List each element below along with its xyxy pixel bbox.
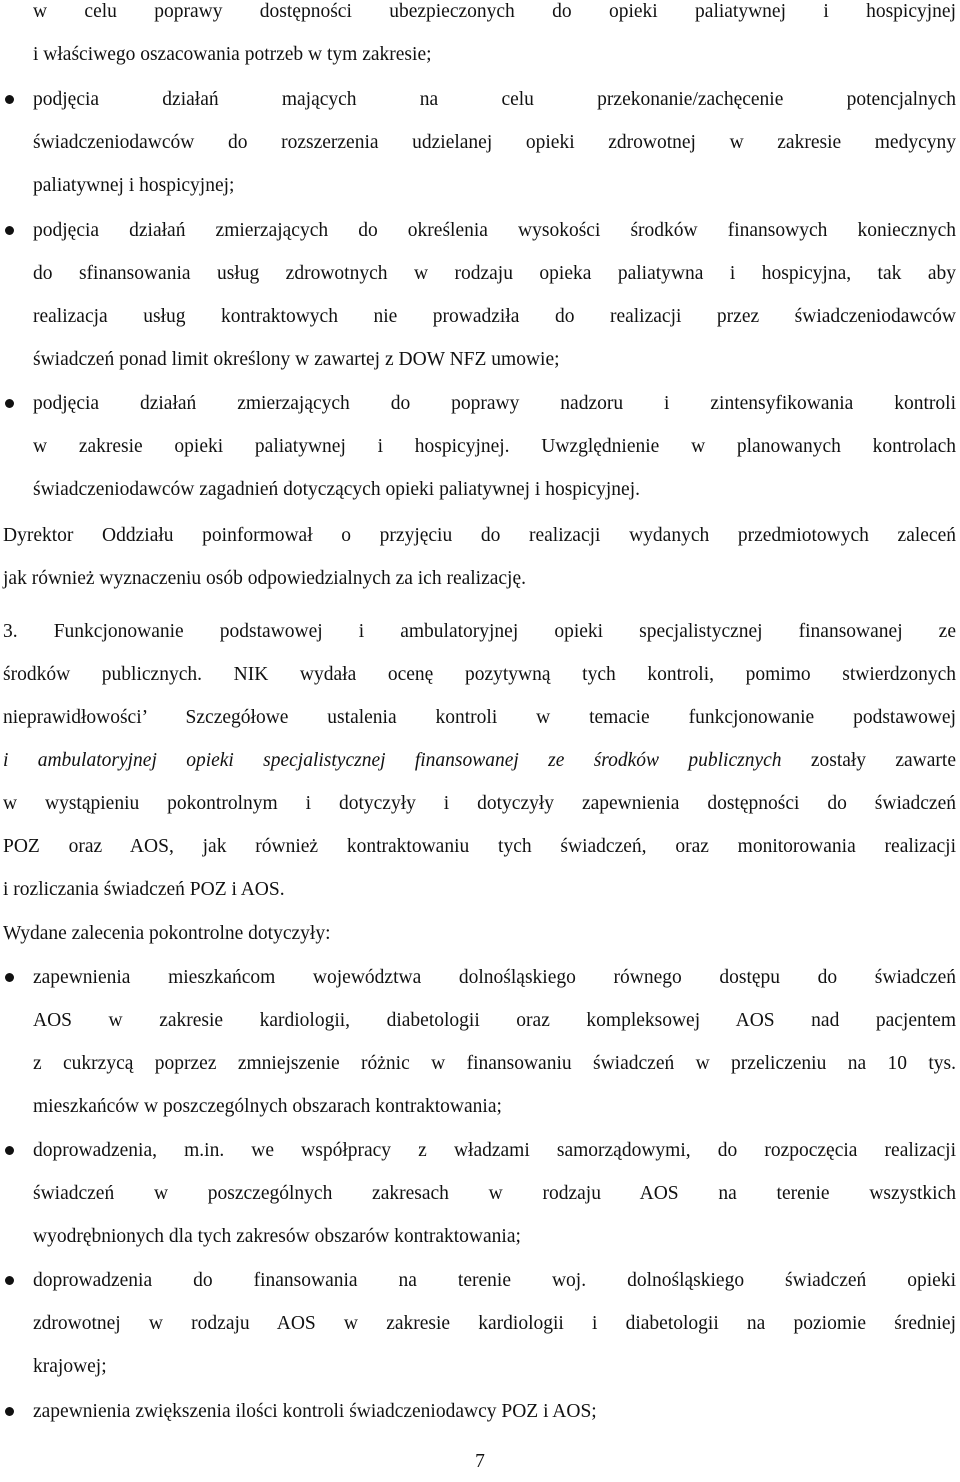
text-line: podjęcia działań zmierzających do poprawy nadzoru i zintensyfikowania kontroli	[33, 393, 956, 414]
bullet-icon	[5, 973, 14, 982]
text-line: w wystąpieniu pokontrolnym i dotyczyły i dotyczyły zapewnienia dostępności do świadczeń	[3, 793, 956, 814]
text-line: jak również wyznaczeniu osób odpowiedzialnych za ich realizację.	[3, 568, 527, 589]
bullet-icon	[5, 95, 14, 104]
text-line: zdrowotnej w rodzaju AOS w zakresie kardiologii i diabetologii na poziomie średniej	[33, 1313, 956, 1334]
text-line: świadczeniodawców zagadnień dotyczących opieki paliatywnej i hospicyjnej.	[33, 479, 640, 500]
text-line: podjęcia działań mających na celu przekonanie/zachęcenie potencjalnych	[33, 89, 956, 110]
bullet-icon	[5, 399, 14, 408]
bullet-icon	[5, 226, 14, 235]
text-line: w celu poprawy dostępności ubezpieczonych do opieki paliatywnej i hospicyjnej	[33, 1, 956, 22]
italic-title: i ambulatoryjnej opieki specjalistycznej finansowanej ze środków publicznych	[3, 750, 782, 771]
text-line: świadczeniodawców do rozszerzenia udzielanej opieki zdrowotnej w zakresie medycyny	[33, 132, 956, 153]
text-line: 3. Funkcjonowanie podstawowej i ambulatoryjnej opieki specjalistycznej finansowanej ze	[3, 621, 956, 642]
text-line: w zakresie opieki paliatywnej i hospicyjnej. Uwzględnienie w planowanych kontrolach	[33, 436, 956, 457]
text-line: świadczeń w poszczególnych zakresach w rodzaju AOS na terenie wszystkich	[33, 1183, 956, 1204]
text-line: wyodrębnionych dla tych zakresów obszarów kontraktowania;	[33, 1226, 521, 1247]
text-line: podjęcia działań zmierzających do określenia wysokości środków finansowych koniecznych	[33, 220, 956, 241]
text-line: paliatywnej i hospicyjnej;	[33, 175, 235, 196]
text-line: Dyrektor Oddziału poinformował o przyjęciu do realizacji wydanych przedmiotowych zaleceń	[3, 525, 956, 546]
text-line: nieprawidłowości’ Szczegółowe ustalenia kontroli w temacie funkcjonowanie podstawowej	[3, 707, 956, 728]
bullet-icon	[5, 1407, 14, 1416]
text-line: krajowej;	[33, 1356, 107, 1377]
text-line: i rozliczania świadczeń POZ i AOS.	[3, 879, 285, 900]
text-line: świadczeń ponad limit określony w zawartej z DOW NFZ umowie;	[33, 349, 560, 370]
text-line: AOS w zakresie kardiologii, diabetologii oraz kompleksowej AOS nad pacjentem	[33, 1010, 956, 1031]
text-line: do sfinansowania usług zdrowotnych w rodzaju opieka paliatywna i hospicyjna, tak aby	[33, 263, 956, 284]
text-line: środków publicznych. NIK wydała ocenę pozytywną tych kontroli, pomimo stwierdzonych	[3, 664, 956, 685]
text-line: i właściwego oszacowania potrzeb w tym zakresie;	[33, 44, 432, 65]
text-line: doprowadzenia do finansowania na terenie woj. dolnośląskiego świadczeń opieki	[33, 1270, 956, 1291]
text-line: zapewnienia mieszkańcom województwa dolnośląskiego równego dostępu do świadczeń	[33, 967, 956, 988]
text-line: POZ oraz AOS, jak również kontraktowaniu tych świadczeń, oraz monitorowania realizacji	[3, 836, 956, 857]
bullet-icon	[5, 1276, 14, 1285]
page-number: 7	[475, 1451, 485, 1472]
text-line	[3, 741, 956, 781]
bullet-icon	[5, 1146, 14, 1155]
text-span: zostały zawarte	[781, 750, 956, 771]
recommendations-heading: Wydane zalecenia pokontrolne dotyczyły:	[3, 923, 331, 944]
text-line: z cukrzycą poprzez zmniejszenie różnic w finansowaniu świadczeń w przeliczeniu na 10 tys.	[33, 1053, 956, 1074]
text-line: mieszkańców w poszczególnych obszarach kontraktowania;	[33, 1096, 502, 1117]
text-line: zapewnienia zwiększenia ilości kontroli świadczeniodawcy POZ i AOS;	[33, 1401, 597, 1422]
text-line: doprowadzenia, m.in. we współpracy z władzami samorządowymi, do rozpoczęcia realizacji	[33, 1140, 956, 1161]
text-line: realizacja usług kontraktowych nie prowadziła do realizacji przez świadczeniodawców	[33, 306, 956, 327]
